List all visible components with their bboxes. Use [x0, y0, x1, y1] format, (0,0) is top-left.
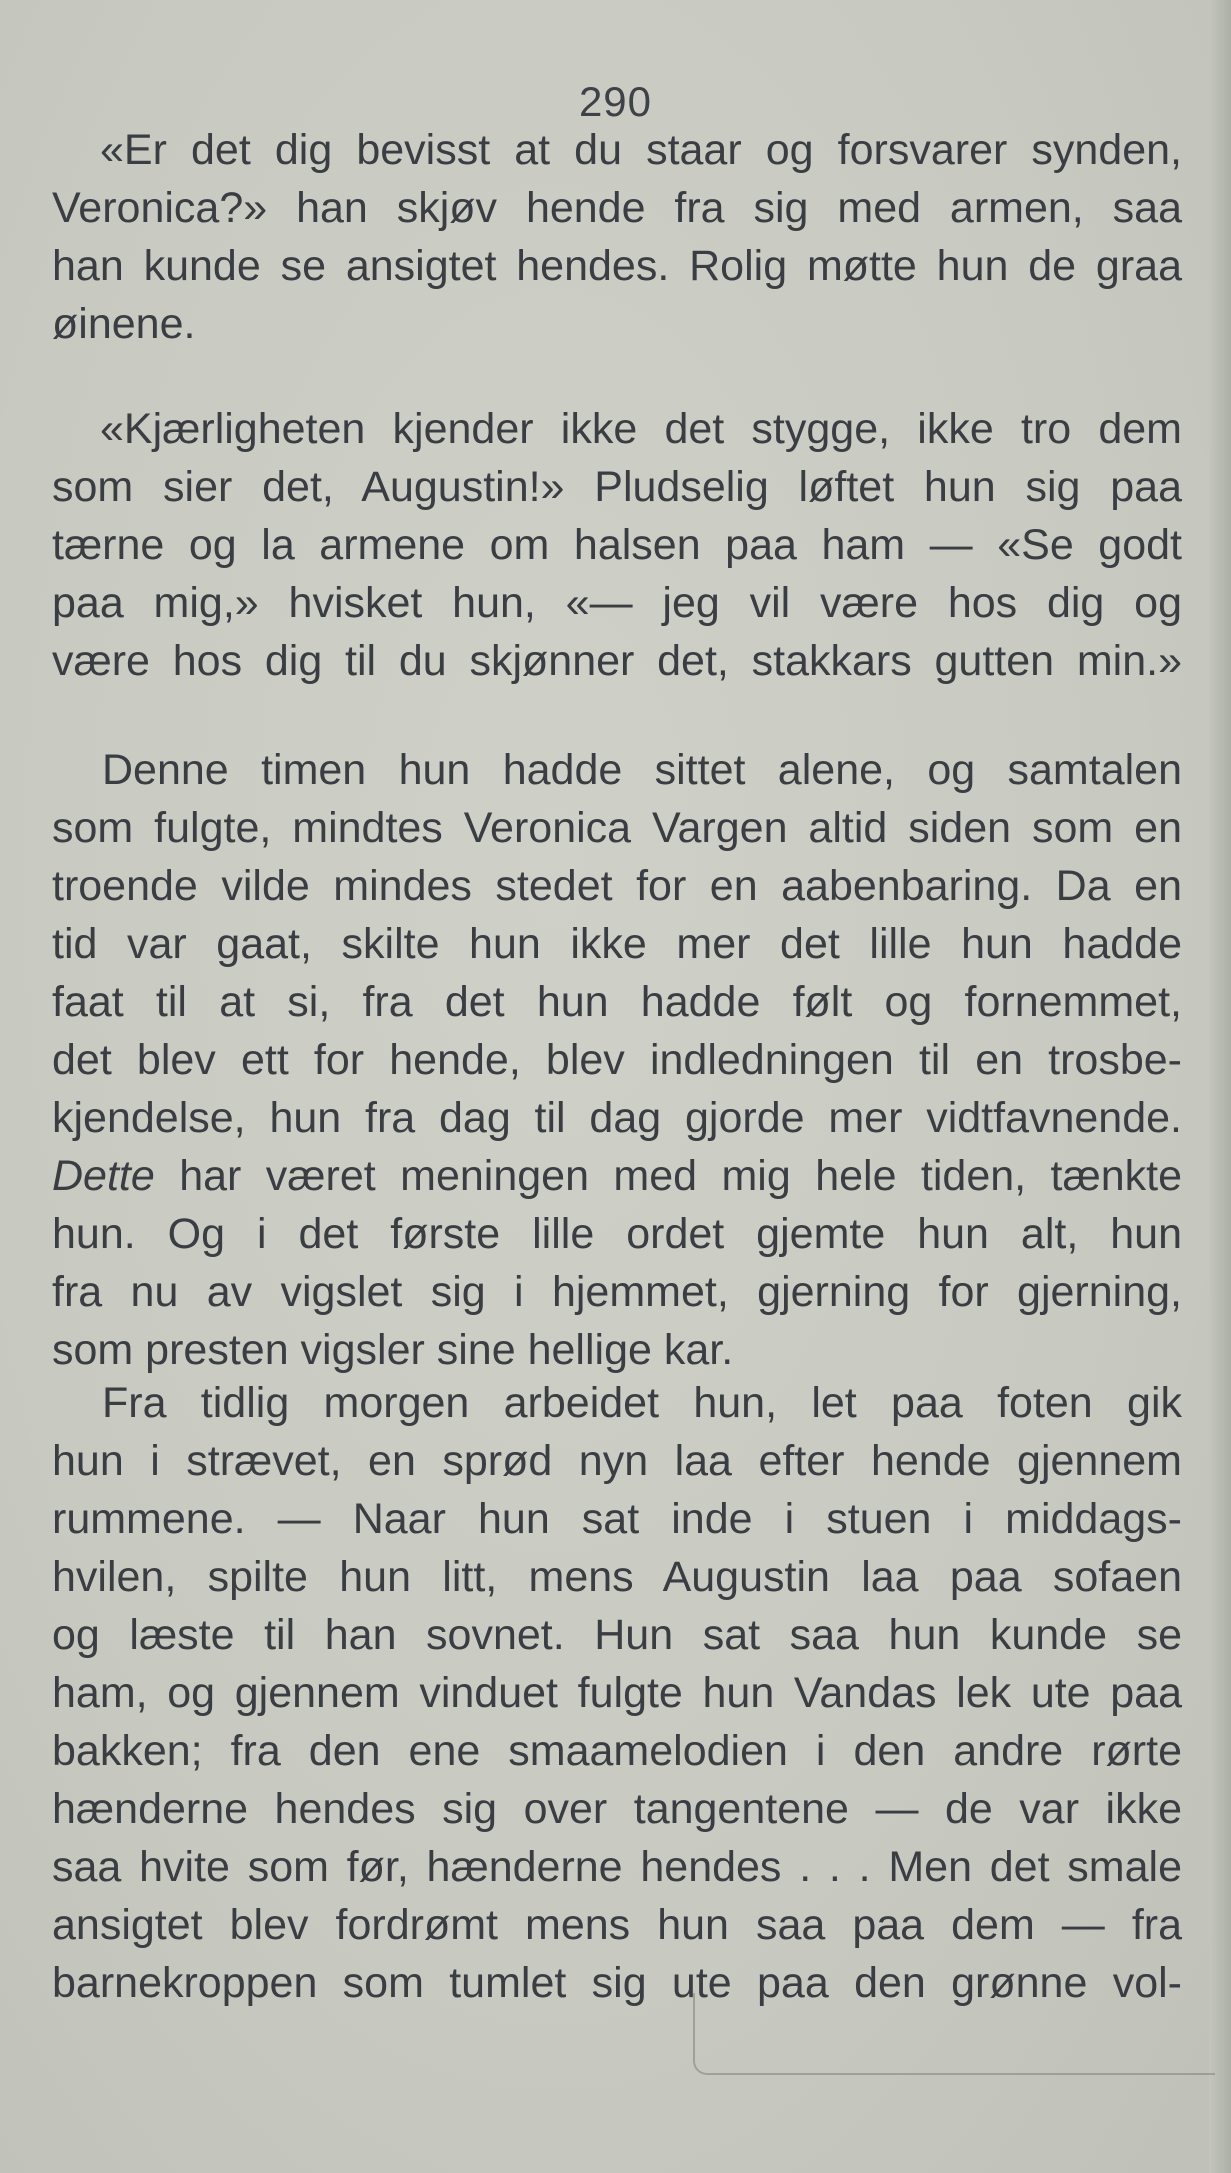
text-line: ham, og gjennem vinduet fulgte hun Vandas lek ute paa [52, 1669, 1182, 1717]
paragraph-3 [52, 741, 1182, 1379]
text-line: fra nu av vigslet sig i hjemmet, gjerning for gjerning, [52, 1268, 1182, 1316]
text-line-rest: har været meningen med mig hele tiden, tænkte [154, 1152, 1182, 1200]
text-line: bakken; fra den ene smaamelodien i den andre rørte [52, 1727, 1182, 1775]
paragraph-2 [52, 400, 1182, 690]
text-line: rummene. — Naar hun sat inde i stuen i middags- [52, 1495, 1182, 1543]
library-stamp-outline [693, 1993, 1215, 2075]
text-line: som sier det, Augustin!» Pludselig løftet hun sig paa [52, 463, 1182, 511]
text-line: det blev ett for hende, blev indledningen til en trosbe- [52, 1036, 1182, 1084]
text-line: kjendelse, hun fra dag til dag gjorde mer vidtfavnende. [52, 1094, 1182, 1142]
text-line: som fulgte, mindtes Veronica Vargen altid siden som en [52, 804, 1182, 852]
text-line: Fra tidlig morgen arbeidet hun, let paa foten gik [102, 1379, 1182, 1427]
text-line: paa mig,» hvisket hun, «— jeg vil være hos dig og [52, 579, 1182, 627]
text-line: han kunde se ansigtet hendes. Rolig møtte hun de graa [52, 242, 1182, 290]
page-edge [1209, 0, 1231, 2173]
text-line: hun. Og i det første lille ordet gjemte hun alt, hun [52, 1210, 1182, 1258]
text-line: «Er det dig bevisst at du staar og forsvarer synden, [100, 126, 1182, 174]
text-line: øinene. [52, 300, 196, 348]
text-line: troende vilde mindes stedet for en aabenbaring. Da en [52, 862, 1182, 910]
text-line: «Kjærligheten kjender ikke det stygge, ikke tro dem [100, 405, 1182, 453]
text-line [52, 1147, 1182, 1205]
text-line: tærne og la armene om halsen paa ham — «Se godt [52, 521, 1182, 569]
text-line: hænderne hendes sig over tangentene — de var ikke [52, 1785, 1182, 1833]
paragraph-4 [52, 1374, 1182, 2012]
text-line: ansigtet blev fordrømt mens hun saa paa dem — fra [52, 1901, 1182, 1949]
text-line: hun i strævet, en sprød nyn laa efter hende gjennem [52, 1437, 1182, 1485]
text-line: og læste til han sovnet. Hun sat saa hun kunde se [52, 1611, 1182, 1659]
text-line: faat til at si, fra det hun hadde følt og fornemmet, [52, 978, 1182, 1026]
text-line: barnekroppen som tumlet sig ute paa den grønne vol- [52, 1959, 1182, 2007]
text-line: Veronica?» han skjøv hende fra sig med armen, saa [52, 184, 1182, 232]
text-line: saa hvite som før, hænderne hendes . . . Men det smale [52, 1843, 1182, 1891]
emphasis-word: Dette [52, 1152, 155, 1200]
page-number: 290 [578, 78, 653, 125]
text-line: være hos dig til du skjønner det, stakkars gutten min.» [52, 637, 1182, 685]
text-line: som presten vigsler sine hellige kar. [52, 1326, 734, 1374]
text-line: tid var gaat, skilte hun ikke mer det lille hun hadde [52, 920, 1182, 968]
text-line: Denne timen hun hadde sittet alene, og samtalen [102, 746, 1182, 794]
text-line: hvilen, spilte hun litt, mens Augustin laa paa sofaen [52, 1553, 1182, 1601]
paragraph-1 [52, 121, 1182, 353]
